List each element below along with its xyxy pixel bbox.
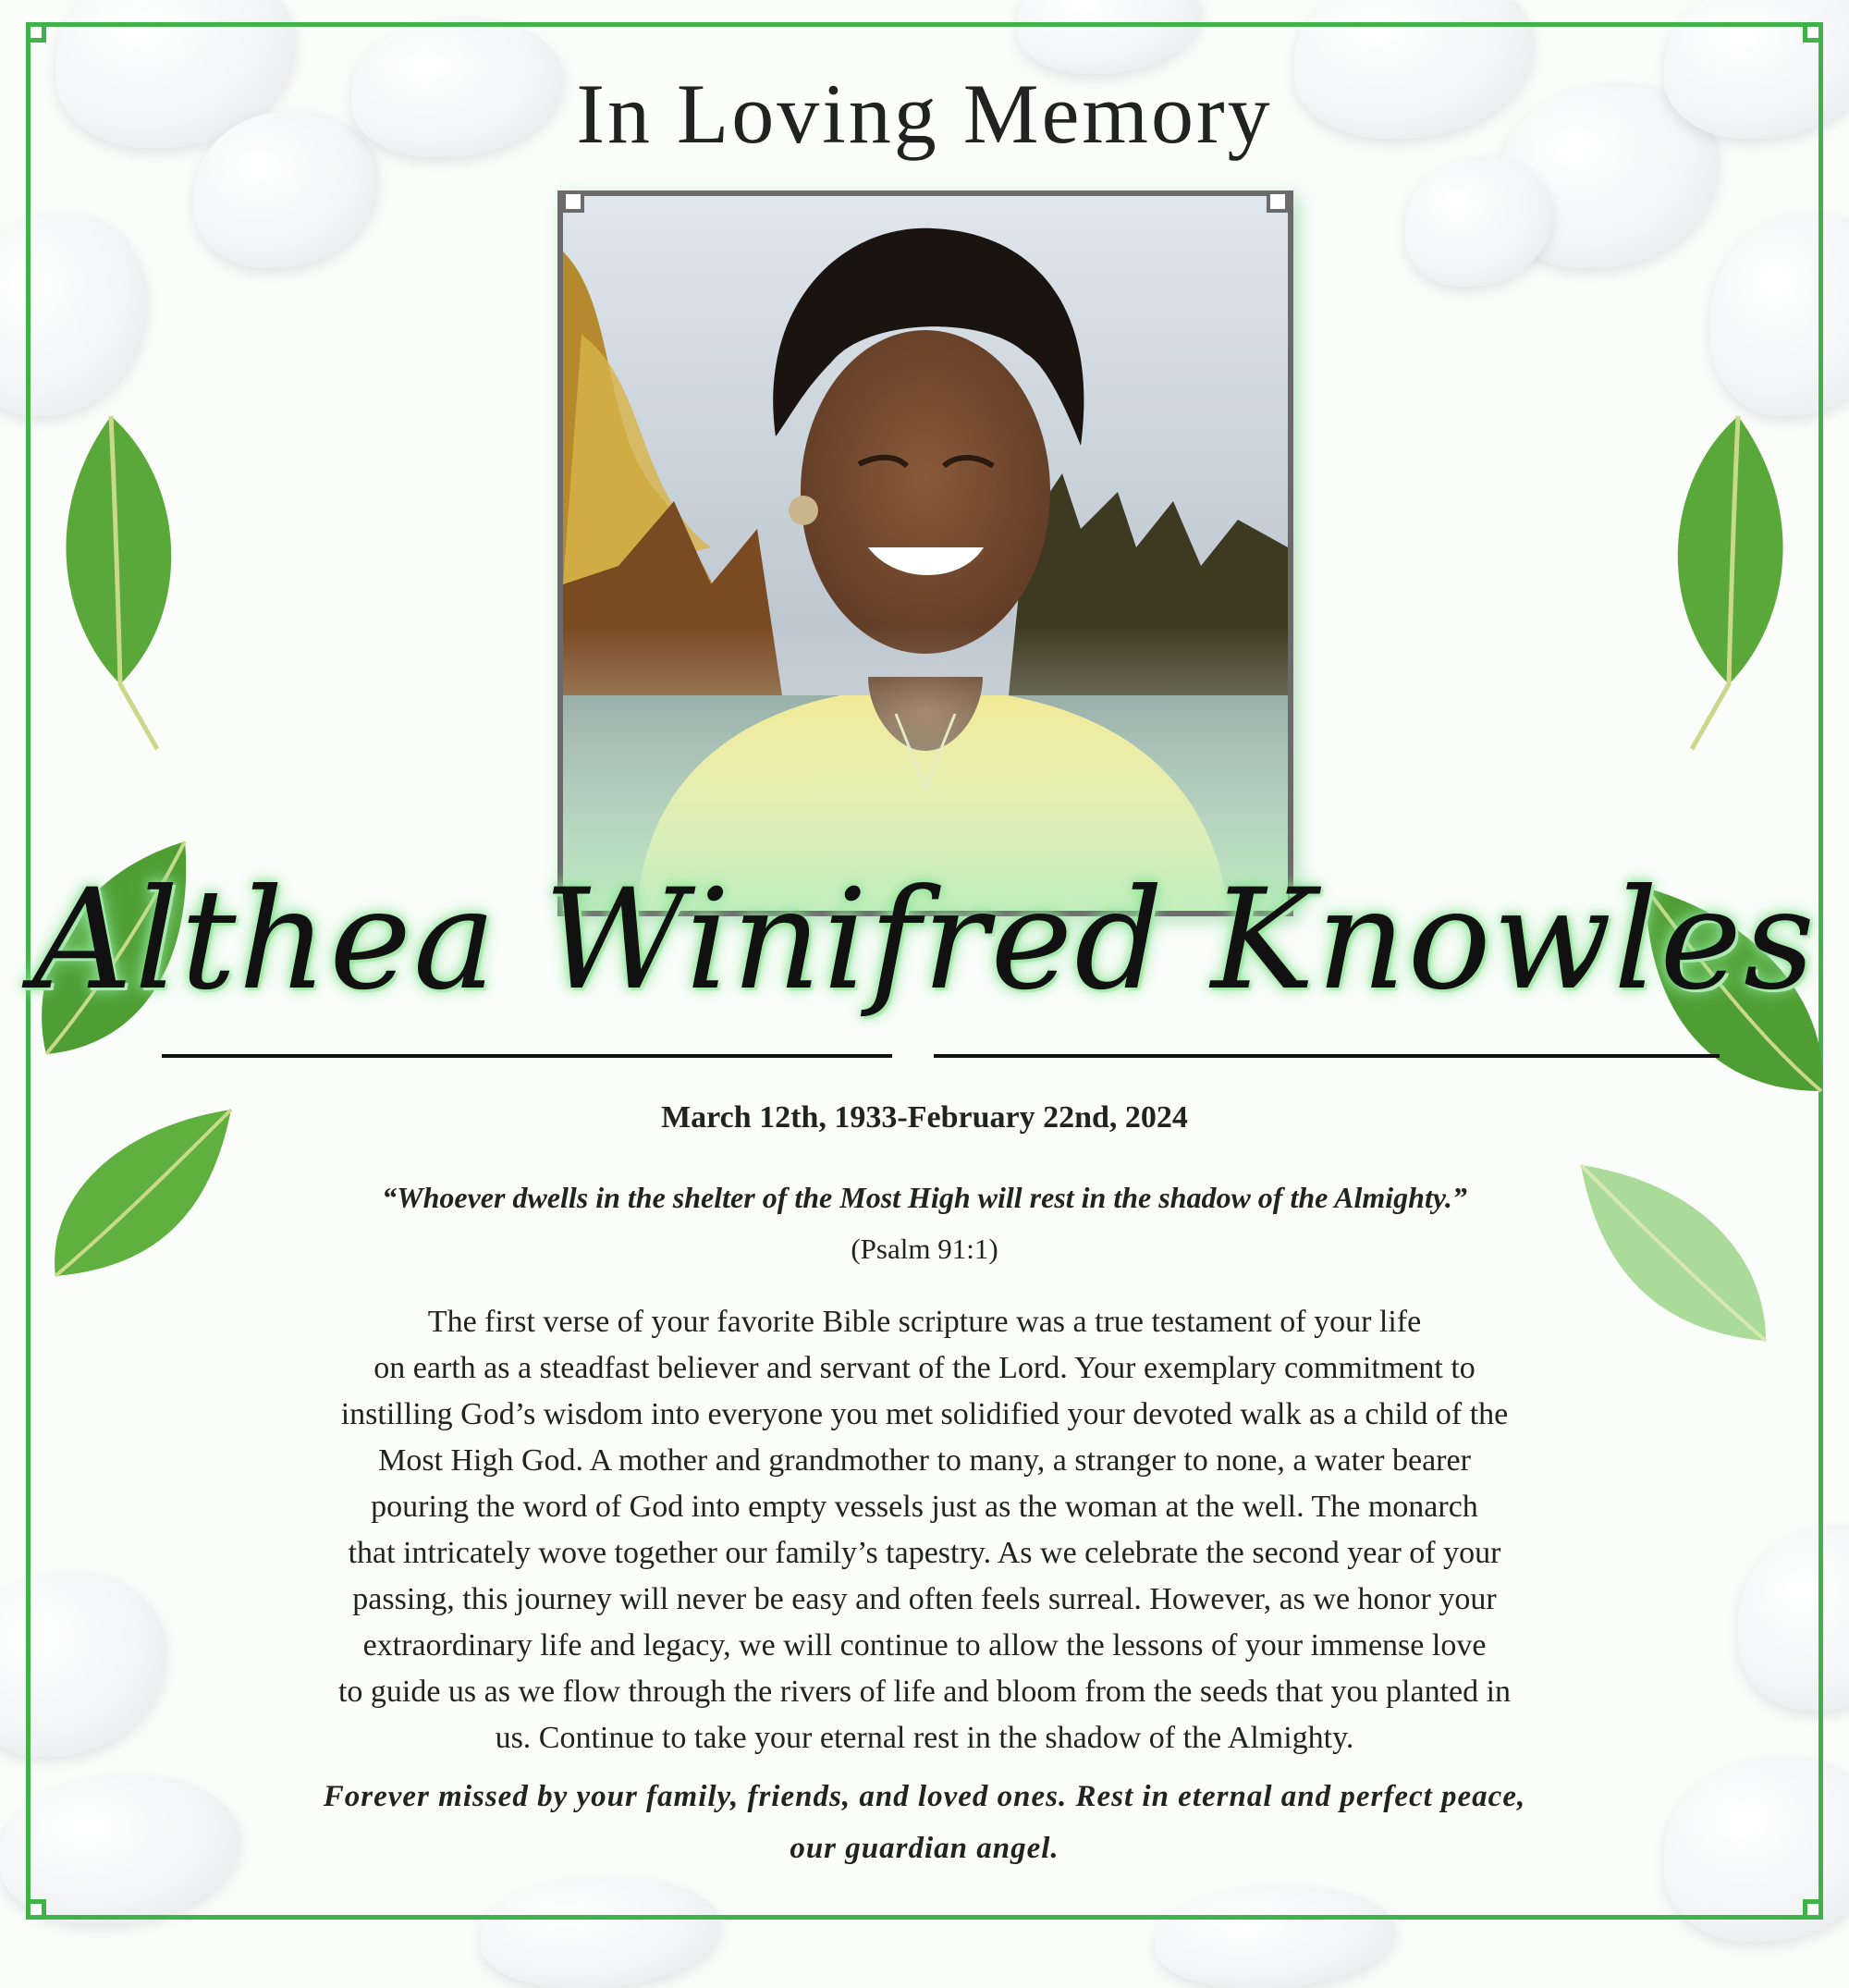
tribute-line: on earth as a steadfast believer and servant of the Lord. Your exemplary commitment to [373, 1351, 1476, 1385]
tribute-line: Most High God. A mother and grandmother to many, a stranger to none, a water bearer [378, 1443, 1471, 1478]
deceased-name: Althea Winifred Knowles [32, 860, 1817, 1021]
divider-rule [162, 1054, 892, 1058]
tribute-text [185, 1299, 1664, 1761]
divider-rule [934, 1054, 1720, 1058]
tribute-line: passing, this journey will never be easy and often feels surreal. However, as we honor your [352, 1582, 1497, 1616]
tribute-line: to guide us as we flow through the rivers of life and bloom from the seeds that you planted in [337, 1675, 1512, 1709]
scripture-reference: (Psalm 91:1) [851, 1233, 998, 1265]
tribute-line: pouring the word of God into empty vessels just as the woman at the well. The monarch [371, 1490, 1478, 1524]
leaf-icon [1636, 407, 1840, 758]
tribute-line: that intricately wove together our family’s tapestry. As we celebrate the second year of your [348, 1536, 1501, 1570]
closing-message [0, 1771, 1849, 1874]
frame-corner [1803, 22, 1823, 43]
tribute-line: us. Continue to take your eternal rest in the shadow of the Almighty. [495, 1721, 1354, 1755]
tribute-line: The first verse of your favorite Bible scripture was a true testament of your life [427, 1305, 1422, 1339]
frame-corner [26, 22, 46, 43]
frame-corner [1803, 1899, 1823, 1920]
closing-line: our guardian angel. [790, 1832, 1059, 1865]
tribute-line: instilling God’s wisdom into everyone you met solidified your devoted walk as a child of the [340, 1397, 1509, 1431]
life-dates: March 12th, 1933-February 22nd, 2024 [661, 1100, 1188, 1135]
frame-corner [26, 1899, 46, 1920]
leaf-icon [9, 407, 213, 758]
closing-line: Forever missed by your family, friends, and loved ones. Rest in eternal and perfect peace, [323, 1780, 1526, 1813]
scripture-quote: “Whoever dwells in the shelter of the Most High will rest in the shadow of the Almighty.” [382, 1181, 1467, 1214]
frame-knob [1267, 190, 1289, 213]
tribute-line: extraordinary life and legacy, we will continue to allow the lessons of your immense love [362, 1628, 1487, 1663]
portrait-photo [557, 190, 1293, 916]
frame-knob [562, 190, 584, 213]
page-title: In Loving Memory [576, 67, 1273, 161]
